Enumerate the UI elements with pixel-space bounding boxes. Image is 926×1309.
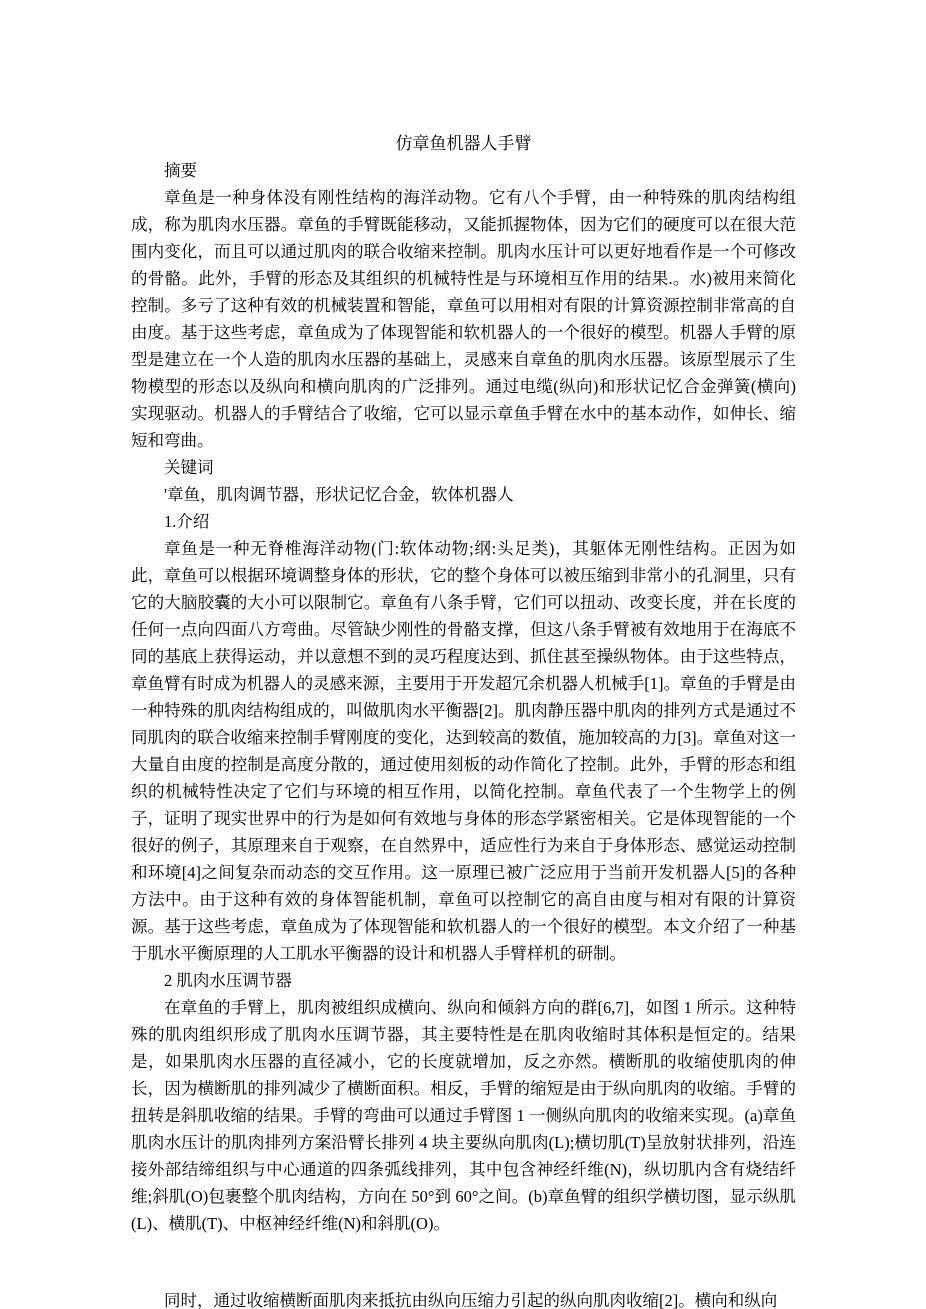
paragraph: 章鱼是一种无脊椎海洋动物(门:软体动物;纲:头足类)，其躯体无刚性结构。正因为如此，章鱼可以根据环境调整身体的形状，它的整个身体可以被压缩到非常小的孔洞里，只有它的大脑胶囊的大小可以限制它。章鱼有八条手臂，它们可以扭动、改变长度，并在长度的任何一点向四面八方弯曲。尽管缺少刚性的骨骼支撑，但这八条手臂被有效地用于在海底不同的基底上获得运动，并以意想不到的灵巧程度达到、抓住甚至操纵物体。由于这些特点，章鱼臂有时成为机器人的灵感来源，主要用于开发超冗余机器人机械手[1]。章鱼的手臂是由一种特殊的肌肉结构组成的，叫做肌肉水平衡器[2]。肌肉静压器中肌肉的排列方式是通过不同肌肉的联合收缩来控制手臂刚度的变化，达到较高的数值，施加较高的力[3]。章鱼对这一大量自由度的控制是高度分散的，通过使用刻板的动作简化了控制。此外，手臂的形态和组织的机械特性决定了它们与环境的相互作用，以简化控制。章鱼代表了一个生物学上的例子，证明了现实世界中的行为是如何有效地与身体的形态学紧密相关。它是体现智能的一个很好的例子，其原理来自于观察，在自然界中，适应性行为来自于身体形态、感觉运动控制和环境[4]之间复杂而动态的交互作用。这一原理已被广泛应用于当前开发机器人[5]的各种方法中。由于这种有效的身体智能机制，章鱼可以控制它的高自由度与相对有限的计算资源。基于这些考虑，章鱼成为了体现智能和软机器人的一个很好的模型。本文介绍了一种基于肌水平衡原理的人工肌水平衡器的设计和机器人手臂样机的研制。 bbox=[131, 539, 796, 963]
paragraph: 2 肌肉水压调节器 bbox=[164, 971, 292, 990]
paragraph: 同时，通过收缩横断面肌肉来抵抗由纵向压缩力引起的纵向肌肉收缩[2]。横向和纵向 bbox=[164, 1291, 778, 1309]
paragraph: 摘要 bbox=[164, 161, 197, 180]
paragraph: 关键词 bbox=[164, 458, 214, 477]
paragraph: '章鱼，肌肉调节器，形状记忆合金，软体机器人 bbox=[164, 485, 514, 504]
paragraph: 在章鱼的手臂上，肌肉被组织成横向、纵向和倾斜方向的群[6,7]，如图 1 所示。这种特殊的肌肉组织形成了肌肉水压调节器，其主要特性是在肌肉收缩时其体积是恒定的。结果是，如果肌肉水压器的直径减小，它的长度就增加，反之亦然。横断肌的收缩使肌肉的伸长，因为横断肌的排列减少了横断面积。相反，手臂的缩短是由于纵向肌肉的收缩。手臂的扭转是斜肌收缩的结果。手臂的弯曲可以通过手臂图 1 一侧纵向肌肉的收缩来实现。(a)章鱼肌肉水压计的肌肉排列方案沿臂长排列 4 块主要纵向肌肉(L);横切肌(T)呈放射状排列，沿连接外部结缔组织与中心通道的四条弧线排列，其中包含神经纤维(N)，纵切肌内含有烧结纤维;斜肌(O)包裹整个肌肉结构，方向在 50°到 60°之间。(b)章鱼臂的组织学横切图，显示纵肌(L)、横肌(T)、中枢神经纤维(N)和斜肌(O)。 bbox=[131, 998, 796, 1233]
paragraph: 1.介绍 bbox=[164, 512, 210, 531]
document-title: 仿章鱼机器人手臂 bbox=[395, 134, 532, 153]
document-body bbox=[131, 157, 796, 1309]
paragraph: 章鱼是一种身体没有刚性结构的海洋动物。它有八个手臂，由一种特殊的肌肉结构组成，称为肌肉水压器。章鱼的手臂既能移动，又能抓握物体，因为它们的硬度可以在很大范围内变化，而且可以通过肌肉的联合收缩来控制。肌肉水压计可以更好地看作是一个可修改的骨骼。此外，手臂的形态及其组织的机械特性是与环境相互作用的结果.。水)被用来简化控制。多亏了这种有效的机械装置和智能，章鱼可以用相对有限的计算资源控制非常高的自由度。基于这些考虑，章鱼成为了体现智能和软机器人的一个很好的模型。机器人手臂的原型是建立在一个人造的肌肉水压器的基础上，灵感来自章鱼的肌肉水压器。该原型展示了生物模型的形态以及纵向和横向肌肉的广泛排列。通过电缆(纵向)和形状记忆合金弹簧(横向)实现驱动。机器人的手臂结合了收缩，它可以显示章鱼手臂在水中的基本动作，如伸长、缩短和弯曲。 bbox=[131, 188, 796, 450]
